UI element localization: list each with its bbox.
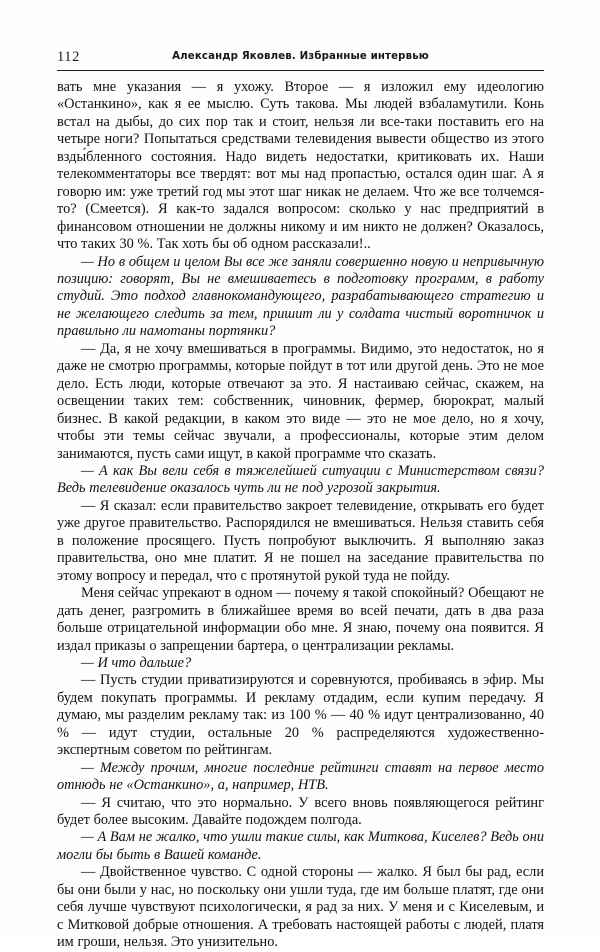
paragraph-answer: — Я считаю, что это нормально. У всего вновь появляющегося рейтинг будет более высоким. Давайте подождем полгода. [57,794,544,829]
paragraph-question: — А Вам не жалко, что ушли такие силы, как Миткова, Киселев? Ведь они могли бы быть в Вашей команде. [57,829,544,863]
page-number: 112 [57,49,81,65]
running-head [57,49,544,69]
header-rule [57,70,544,71]
body-text-block [57,79,544,952]
paragraph: вать мне указания — я ухожу. Второе — я изложил ему идеологию «Останкино», как я ее мыслю. Суть такова. Мы людей взбаламутили. Конь встал на дыбы, до сих пор так и стоит, нельзя ли все-таки поставить его на четыре ноги? Попытаться средствами телевидения вывести общество из этого взды́бленного состояния. Надо видеть недостатки, критиковать их. Наши телекомментаторы все твердят: вот мы над пропастью, остался один шаг. А я говорю им: уже третий год мы этот шаг никак не делаем. Что же все толчемся-то? (Смеется). Я как-то задался вопросом: сколько у нас предприятий в финансовом отношении не должны никому и им никто не должен? Оказалось, что таких 30 %. Так хоть бы об одном рассказали!.. [57,79,544,253]
paragraph-answer: — Да, я не хочу вмешиваться в программы. Видимо, это недостаток, но я даже не смотрю программы, которые пойдут в тот или другой день. Это не мое дело. Есть люди, которые отвечают за это. Я настаиваю сейчас, скажем, на освещении таких тем: собственник, чиновник, фермер, бюрократ, малый бизнес. В какой редакции, в каком это виде — это не мое дело, но я хочу, чтобы эти темы сейчас звучали, а профессионалы, которые этим делом занимаются, пусть сами ищут, в какой программе что сказать. [57,340,544,462]
paragraph-answer: — Двойственное чувство. С одной стороны — жалко. Я был бы рад, если бы они были у нас, но поскольку они ушли туда, где им больше платят, где они себя лучше чувствуют психологически, я рад за них. У меня и с Киселевым, и с Митковой добрые отношения. А требовать настоящей работы с людей, платя им гроши, нельзя. Это унизительно. [57,864,544,951]
paragraph-question: — А как Вы вели себя в тяжелейшей ситуации с Министерством связи? Ведь телевидение оказалось чуть ли не под угрозой закрытия. [57,462,544,497]
paragraph-answer: Меня сейчас упрекают в одном — почему я такой спокойный? Обещают не дать денег, разгромить в ближайшее время во всей печати, дать в два раза больше отрицательной информации обо мне. Я знаю, почему она появится. Я издал приказы о запрещении бартера, о централизации рекламы. [57,585,544,654]
paragraph-question: — Но в общем и целом Вы все же заняли совершенно новую и непривычную позицию: говорят, Вы не вмешиваетесь в подготовку программ, в работу студий. Это подход главнокомандующего, разрабатывающего стратегию и не желающего следить за тем, пришит ли у солдата чистый воротничок и правильно ли намотаны портянки? [57,253,544,340]
paragraph-question: — И что дальше? [81,654,192,671]
paragraph-question: — Между прочим, многие последние рейтинги ставят на первое место отнюдь не «Останкино», а, например, НТВ. [57,759,544,794]
paragraph-answer: — Пусть студии приватизируются и соревнуются, пробиваясь в эфир. Мы будем покупать программы. И рекламу отдадим, если купим передачу. Я думаю, мы разделим рекламу так: из 100 % — 40 % идут централизованно, 40 % — идут студии, остальные 20 % распределяются художественно-экспертным советом по рейтингам. [57,672,544,759]
paragraph-answer: — Я сказал: если правительство закроет телевидение, открывать его будет уже другое правительство. Распорядился не вмешиваться. Нельзя ставить себя в положение просящего. Пусть попробуют выключить. Я выполняю заказ правительства, оно мне платит. Я не пошел на заседание правительства по этому вопросу и передал, что с протянутой рукой туда не пойду. [57,497,544,584]
running-head-title: Александр Яковлев. Избранные интервью [172,51,429,62]
